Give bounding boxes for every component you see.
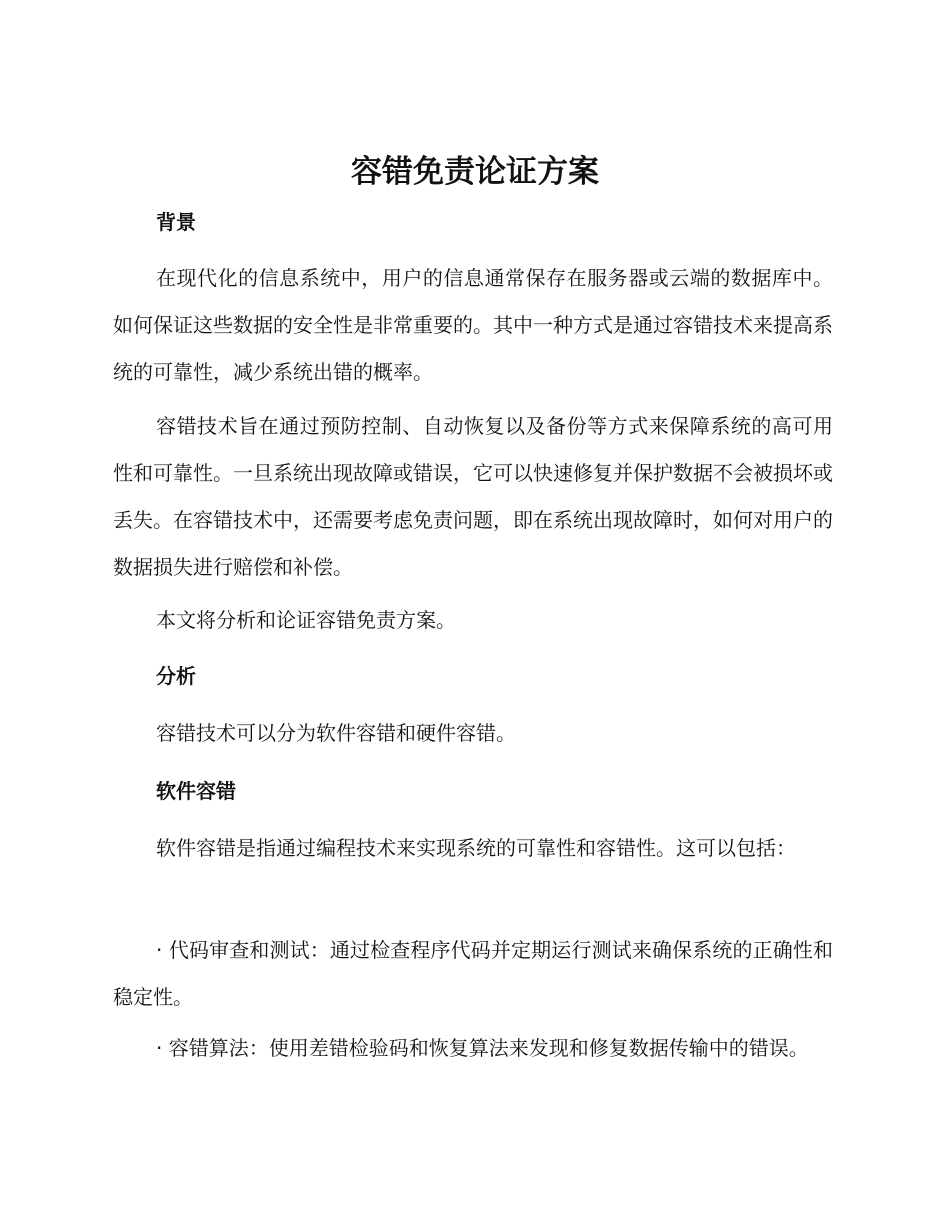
- paragraph-analysis: 容错技术可以分为软件容错和硬件容错。: [156, 721, 516, 745]
- paragraph-background-2: 容错技术旨在通过预防控制、自动恢复以及备份等方式来保障系统的高可用性和可靠性。一旦系统出现故障或错误，它可以快速修复并保护数据不会被损坏或丢失。在容错技术中，还需要考虑免责问题，即在系统出现故障时，如何对用户的数据损失进行赔偿和补偿。: [113, 414, 833, 579]
- paragraph-background-3: 本文将分析和论证容错免责方案。: [156, 608, 456, 632]
- paragraph-background-1: 在现代化的信息系统中，用户的信息通常保存在服务器或云端的数据库中。如何保证这些数据的安全性是非常重要的。其中一种方式是通过容错技术来提高系统的可靠性，减少系统出错的概率。: [113, 266, 833, 384]
- section-heading-software-fault-tolerance: 软件容错: [156, 779, 236, 803]
- bullet-code-review: · 代码审查和测试：通过检查程序代码并定期运行测试来确保系统的正确性和稳定性。: [113, 938, 833, 1009]
- bullet-fault-tolerant-algorithms: · 容错算法：使用差错检验码和恢复算法来发现和修复数据传输中的错误。: [156, 1036, 809, 1060]
- paragraph-software-fault-tolerance: 软件容错是指通过编程技术来实现系统的可靠性和容错性。这可以包括：: [156, 836, 796, 860]
- section-heading-analysis: 分析: [156, 664, 196, 688]
- section-heading-background: 背景: [156, 210, 196, 234]
- document-title: 容错免责论证方案: [351, 154, 599, 190]
